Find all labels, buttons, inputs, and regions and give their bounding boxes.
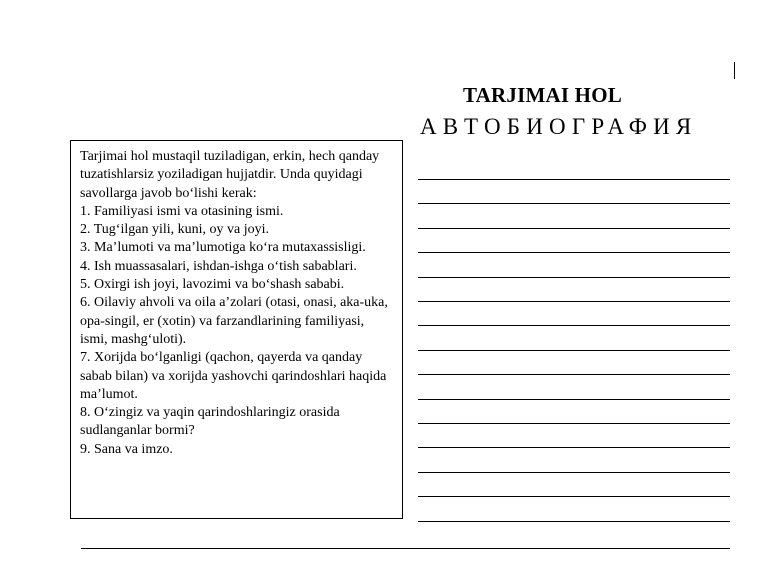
text-cursor (734, 62, 735, 79)
writing-line (418, 350, 730, 351)
document-title: TARJIMAI HOL (463, 83, 622, 107)
writing-line (418, 399, 730, 400)
instruction-item: 4. Ish muassasalari, ishdan-ishga oʻtish sabablari. (80, 258, 357, 274)
instruction-item: 8. Oʻzingiz va yaqin qarindoshlaringiz orasida sudlanganlar bormi? (80, 405, 340, 439)
instructions-box (70, 140, 403, 519)
writing-line (418, 496, 730, 497)
writing-line (418, 228, 730, 229)
instruction-item: 1. Familiyasi ismi va otasining ismi. (80, 203, 284, 219)
instruction-item: 9. Sana va imzo. (80, 441, 173, 457)
writing-line (418, 203, 730, 204)
instruction-item: 5. Oxirgi ish joyi, lavozimi va boʻshash sababi. (80, 277, 345, 293)
writing-line (418, 423, 730, 424)
instruction-item: 6. Oilaviy ahvoli va oila aʼzolari (otasi, onasi, aka-uka, opa-singil, er (xotin) va farzandlarining familiyasi, ismi, mashgʻuloti). (80, 295, 388, 347)
writing-line (418, 252, 730, 253)
instruction-item: 7. Xorijda boʻlganligi (qachon, qayerda va qanday sabab bilan) va xorijda yashovchi qarindoshlari haqida maʼlumot. (80, 350, 387, 402)
writing-line (418, 447, 730, 448)
writing-line (418, 472, 730, 473)
writing-line (418, 325, 730, 326)
instructions-intro: Tarjimai hol mustaqil tuziladigan, erkin, hech qanday tuzatishlarsiz yoziladigan hujjatdir. Unda quyidagi savollarga javob boʻlishi kerak: (80, 149, 380, 201)
writing-line (418, 301, 730, 302)
instruction-item: 3. Maʼlumoti va maʼlumotiga koʻra mutaxassisligi. (80, 240, 366, 256)
writing-line (418, 277, 730, 278)
instruction-item: 2. Tugʻilgan yili, kuni, oy va joyi. (80, 222, 270, 238)
document-subtitle: АВТОБИОГРАФИЯ (420, 114, 698, 139)
writing-line (418, 374, 730, 375)
writing-line (418, 179, 730, 180)
bottom-writing-line (81, 548, 730, 549)
writing-line (418, 521, 730, 522)
